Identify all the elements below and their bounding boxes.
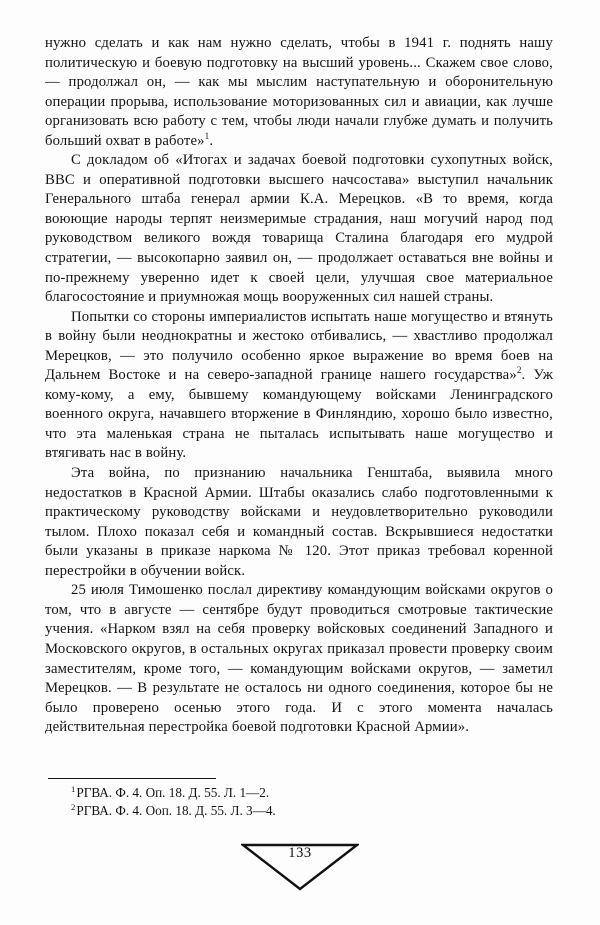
paragraph-2-text: С докладом об «Итогах и задачах боевой подготовки сухопутных войск, ВВС и оперативной подготовки высшего начсостава» выступил начальник Генерального штаба генерал армии К.А. Мерецков. «В то время, когда воюющие народы терпят неизмеримые страдания, наш могучий народ под руководством великого вождя товарища Сталина благодаря его мудрой стратегии, — высокопарно заявил он, — продолжает оставаться вне войны и по-прежнему уверенно идет к своей цели, улучшая свое материальное благосостояние и приумножая мощь вооруженных сил нашей страны. xyxy=(45,152,553,306)
footnote-1-text: РГВА. Ф. 4. Оп. 18. Д. 55. Л. 1—2. xyxy=(76,785,270,800)
footnote-1-marker: 1 xyxy=(71,783,76,794)
page-number: 133 xyxy=(288,845,312,861)
footnote-block xyxy=(45,778,553,820)
footnote-marker-1: 1 xyxy=(204,130,210,141)
footnote-2-marker: 2 xyxy=(71,801,76,812)
footnote-marker-2: 2 xyxy=(516,365,522,376)
paragraph-4 xyxy=(45,464,553,581)
footnote-1 xyxy=(45,784,553,802)
footnote-2-text: РГВА. Ф. 4. Ооп. 18. Д. 55. Л. 3—4. xyxy=(76,803,276,819)
paragraph-5 xyxy=(45,581,553,737)
paragraph-3-text: Попытки со стороны империалистов испытать наше могущество и втянуть в войну были неоднократны и жестоко отбивались, — хвастливо продолжал Мерецков, — это получило особенно яркое выражение во время боев на Дальнем Востоке и на северо-западной границе нашего государства» xyxy=(45,308,553,384)
paragraph-3 xyxy=(45,308,553,464)
paragraph-1 xyxy=(45,34,553,151)
body-text-column xyxy=(45,34,553,738)
footnote-2 xyxy=(45,802,553,820)
paragraph-3-tail: . Уж кому-кому, а ему, бывшему командующему войсками Ленинградского военного округа, начавшего вторжение в Финляндию, хорошо было известно, что эта маленькая страна не пыталась испытывать наше могущество и втягивать нас в войну. xyxy=(45,367,553,462)
paragraph-1-tail: . xyxy=(209,132,214,149)
page-number-ornament xyxy=(0,843,600,895)
triangle-ornament-icon xyxy=(241,843,359,891)
footnote-separator-rule xyxy=(48,778,216,779)
paragraph-2 xyxy=(45,151,553,307)
paragraph-4-text: Эта война, по признанию начальника Генштаба, выявила много недостатков в Красной Армии. Штабы оказались слабо подготовленными к практическому руководству войсками и неудовлетворительно руководили тылом. Плохо показал себя и командный состав. Вскрывшиеся недостатки были указаны в приказе наркома № 120. Этот приказ требовал коренной перестройки в обучении войск. xyxy=(45,465,553,579)
paragraph-1-text: нужно сделать и как нам нужно сделать, чтобы в 1941 г. поднять нашу политическую и боевую подготовку на высший уровень... Скажем свое слово, — продолжал он, — как мы мыслим наступательную и оборонительную операции прорыва, использование моторизованных сил и авиации, как лучше организовать всю работу с тем, чтобы люди начали глубже думать и получить больший охват в работе» xyxy=(45,35,553,149)
paragraph-5-text: 25 июля Тимошенко послал директиву командующим войсками округов о том, что в августе — сентябре будут проводиться смотровые тактические учения. «Нарком взял на себя проверку войсковых соединений Западного и Московского округов, в остальных округах приказал провести проверку своим заместителям, кроме того, — командующим войсками округов, — заметил Мерецков. — В результате не осталось ни одного соединения, которое бы не было проверено осенью этого года. И с этого момента началась действительная перестройка боевой подготовки Красной Армии». xyxy=(45,582,553,736)
